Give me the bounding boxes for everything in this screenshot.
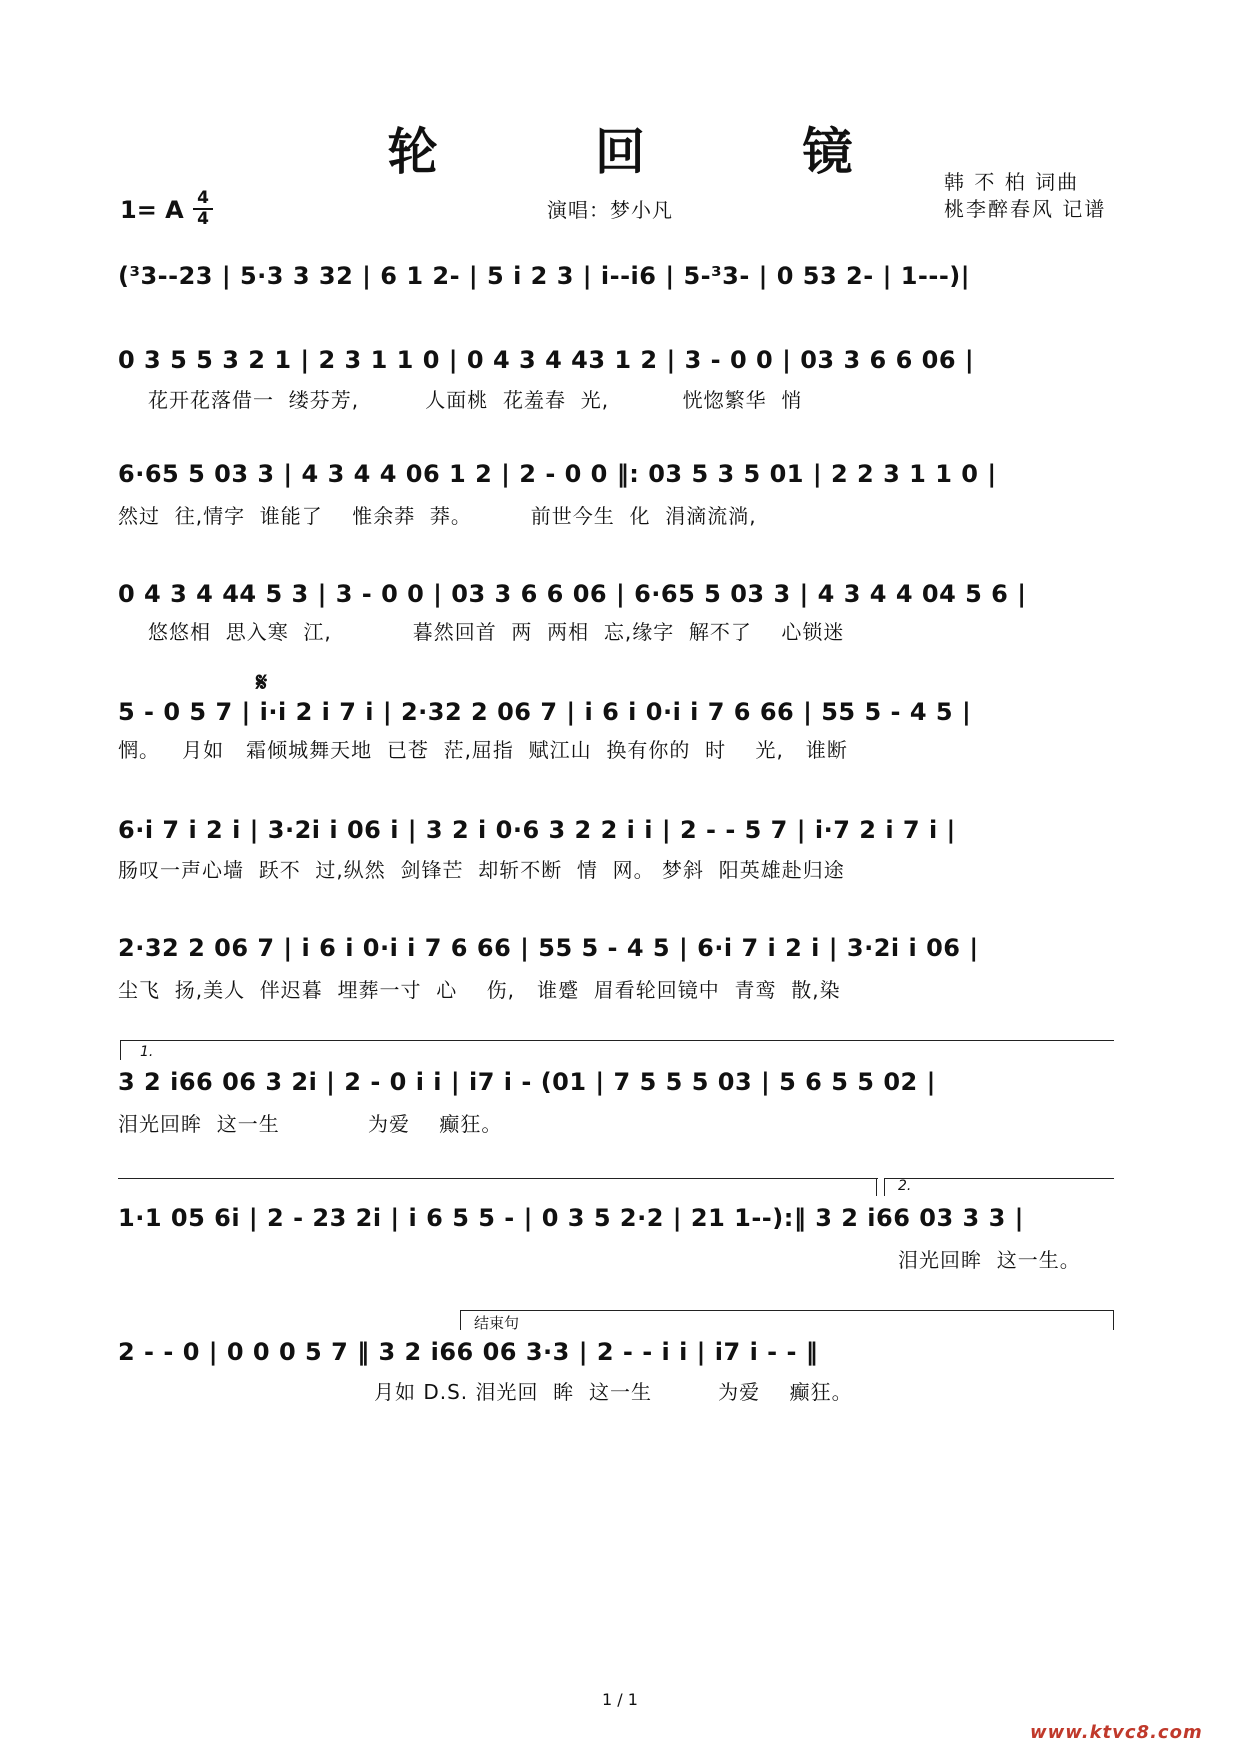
notation-row-1: (³3--23 | 5·3 3 32 | 6 1 2- | 5 i 2 3 | i--i6 | 5-³3- | 0 53 2- | 1---)| (118, 262, 971, 290)
ending-bracket-left-tick (460, 1310, 461, 1330)
volta-2-label: 2. (898, 1178, 912, 1194)
song-title: 轮 回 镜 (387, 122, 923, 181)
lyric-row-2: 花开花落借一 缕芬芳, 人面桃 花羞春 光, 恍惚繁华 悄 (148, 388, 803, 412)
singer-credit: 演唱：梦小凡 (547, 198, 673, 222)
lyricist-composer-credit: 韩 不 柏 词曲 (944, 170, 1080, 194)
lyric-row-4: 悠悠相 思入寒 江, 暮然回首 两 两相 忘,缘字 解不了 心锁迷 (148, 620, 845, 644)
notation-row-8: 3 2 i66 06 3 2i | 2 - 0 i i | i7 i - (01 | 7 5 5 5 03 | 5 6 5 5 02 | (118, 1068, 936, 1096)
notation-row-6: 6·i 7 i 2 i | 3·2i i 06 i | 3 2 i 0·6 3 2 2 i i | 2 - - 5 7 | i·7 2 i 7 i | (118, 816, 956, 844)
key-signature: 1= A (120, 196, 184, 224)
lyric-row-6: 肠叹一声心墙 跃不 过,纵然 剑锋芒 却斩不断 情 网。 梦斜 阳英雄赴归途 (118, 858, 845, 882)
lyric-row-3: 然过 往,情字 谁能了 惟余莽 莽。 前世今生 化 涓滴流淌, (118, 504, 757, 528)
segno-sign: 𝄋 (256, 668, 268, 698)
volta-1-bracket-tick (120, 1040, 121, 1060)
site-watermark: www.ktvc8.com (1030, 1722, 1203, 1743)
volta-1-label: 1. (140, 1044, 154, 1060)
ending-bracket-right-tick (1113, 1310, 1114, 1330)
notation-row-2: 0 3 5 5 3 2 1 | 2 3 1 1 0 | 0 4 3 4 43 1 2 | 3 - 0 0 | 03 3 6 6 06 | (118, 346, 975, 374)
time-signature (193, 190, 213, 228)
lyric-row-7: 尘飞 扬,美人 伴迟暮 埋葬一寸 心 伤, 谁蹙 眉看轮回镜中 青鸾 散,染 (118, 978, 841, 1002)
lyric-row-9: 泪光回眸 这一生。 (898, 1248, 1081, 1272)
transcriber-credit: 桃李醉春风 记谱 (944, 197, 1107, 221)
notation-row-5: 5 - 0 5 7 | i·i 2 i 7 i | 2·32 2 06 7 | i 6 i 0·i i 7 6 66 | 55 5 - 4 5 | (118, 698, 972, 726)
notation-row-4: 0 4 3 4 44 5 3 | 3 - 0 0 | 03 3 6 6 06 | 6·65 5 03 3 | 4 3 4 4 04 5 6 | (118, 580, 1027, 608)
time-signature-bottom: 4 (197, 209, 209, 229)
notation-row-3: 6·65 5 03 3 | 4 3 4 4 06 1 2 | 2 - 0 0 ‖: 03 5 3 5 01 | 2 2 3 1 1 0 | (118, 460, 997, 488)
notation-row-10: 2 - - 0 | 0 0 0 5 7 ‖ 3 2 i66 06 3·3 | 2 - - i i | i7 i - - ‖ (118, 1338, 819, 1366)
volta-2-bracket (884, 1178, 1114, 1179)
notation-row-9: 1·1 05 6i | 2 - 23 2i | i 6 5 5 - | 0 3 5 2·2 | 21 1--):‖ 3 2 i66 03 3 3 | (118, 1204, 1024, 1232)
notation-row-7: 2·32 2 06 7 | i 6 i 0·i i 7 6 66 | 55 5 - 4 5 | 6·i 7 i 2 i | 3·2i i 06 | (118, 934, 979, 962)
lyric-row-8: 泪光回眸 这一生 为爱 癫狂。 (118, 1112, 503, 1136)
volta-2-bracket-tick (884, 1178, 885, 1196)
ending-label: 结束句 (474, 1314, 520, 1332)
time-signature-top: 4 (197, 188, 209, 208)
lyric-row-10: 月如 D.S. 泪光回 眸 这一生 为爱 癫狂。 (374, 1380, 853, 1404)
lyric-row-5: 惘。 月如 霜倾城舞天地 已苍 茫,屈指 赋江山 换有你的 时 光, 谁断 (118, 738, 848, 762)
page-number: 1 / 1 (602, 1690, 638, 1709)
volta-1-bracket (120, 1040, 1114, 1041)
repeat-section-rule-tick (876, 1178, 877, 1196)
repeat-section-rule (118, 1178, 878, 1179)
ending-bracket (460, 1310, 1114, 1311)
